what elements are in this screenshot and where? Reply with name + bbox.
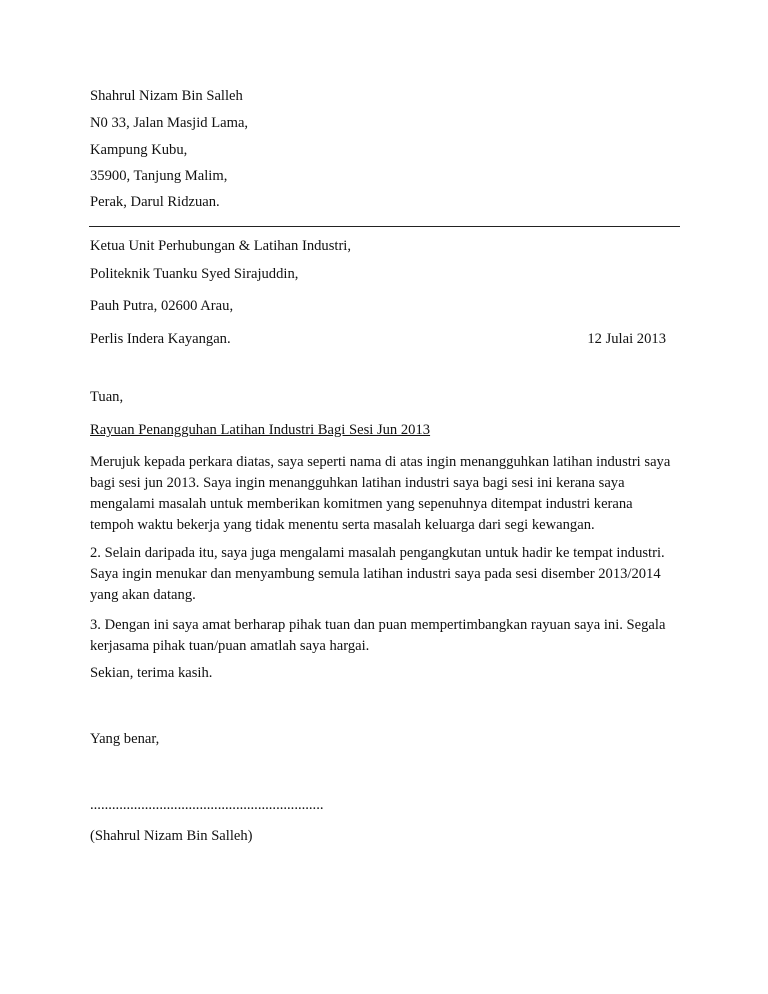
sender-address-line: Perak, Darul Ridzuan. bbox=[90, 194, 220, 210]
recipient-line: Perlis Indera Kayangan. bbox=[90, 331, 231, 347]
header-divider bbox=[89, 226, 680, 227]
recipient-line: Ketua Unit Perhubungan & Latihan Industri, bbox=[90, 238, 352, 254]
body-paragraph: Merujuk kepada perkara diatas, saya seperti nama di atas ingin menangguhkan latihan industri saya bagi sesi jun 2013. Saya ingin menangguhkan latihan industri saya bagi sesi ini kerana saya mengalami masalah untuk memberikan komitmen yang sepenuhnya ditempat industri kerana tempoh waktu bekerja yang tidak menentu serta masalah keluarga dari segi kewangan. bbox=[90, 454, 671, 533]
closing-remark: Sekian, terima kasih. bbox=[90, 665, 213, 681]
body-paragraph: 3. Dengan ini saya amat berharap pihak tuan dan puan mempertimbangkan rayuan saya ini. Segala kerjasama pihak tuan/puan amatlah saya hargai. bbox=[90, 617, 666, 654]
recipient-line: Pauh Putra, 02600 Arau, bbox=[90, 298, 234, 314]
sender-address-line: 35900, Tanjung Malim, bbox=[90, 168, 228, 184]
letter-date: 12 Julai 2013 bbox=[587, 331, 666, 347]
sender-address-line: N0 33, Jalan Masjid Lama, bbox=[90, 115, 249, 131]
letter-subject: Rayuan Penangguhan Latihan Industri Bagi Sesi Jun 2013 bbox=[90, 422, 431, 438]
sender-address-line: Kampung Kubu, bbox=[90, 142, 188, 158]
signature-name: (Shahrul Nizam Bin Salleh) bbox=[90, 828, 253, 844]
signoff: Yang benar, bbox=[90, 731, 160, 747]
salutation: Tuan, bbox=[90, 389, 124, 405]
signature-line: ................................................................ bbox=[90, 797, 324, 813]
recipient-line: Politeknik Tuanku Syed Sirajuddin, bbox=[90, 266, 299, 282]
sender-name: Shahrul Nizam Bin Salleh bbox=[90, 88, 243, 104]
body-paragraph: 2. Selain daripada itu, saya juga mengalami masalah pengangkutan untuk hadir ke tempat industri. Saya ingin menukar dan menyambung semula latihan industri saya pada sesi disember 2013/2014 yang akan datang. bbox=[90, 545, 665, 603]
